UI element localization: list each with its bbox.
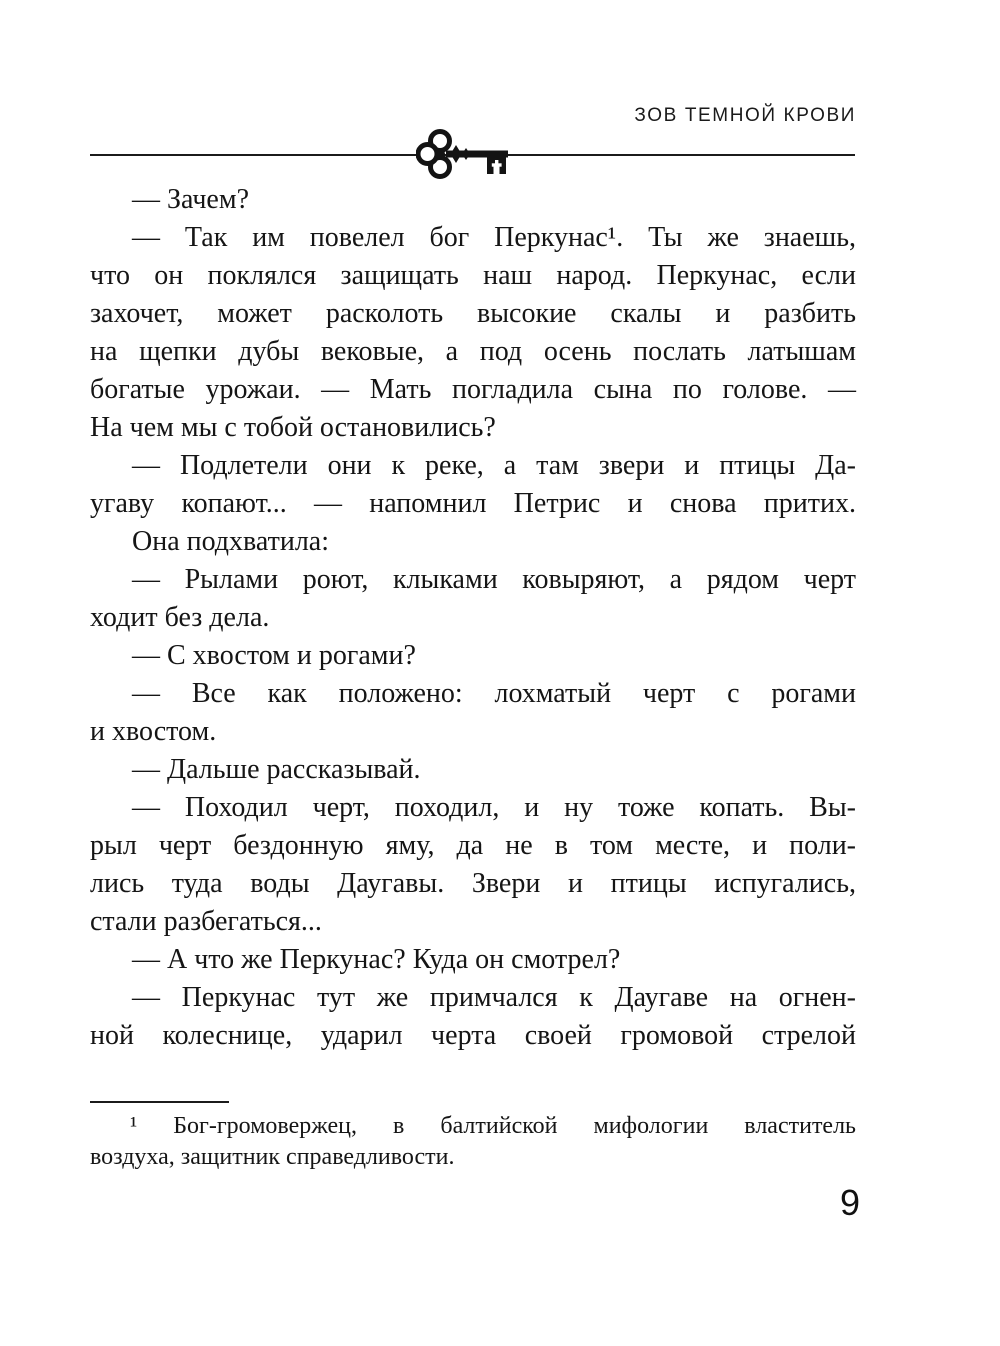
text-line: — Перкунас тут же примчался к Даугаве на огнен- — [132, 982, 856, 1013]
text-line: захочет, может расколоть высокие скалы и разбить — [90, 298, 856, 329]
text-line: Она подхватила: — [132, 526, 330, 557]
paragraph — [90, 751, 856, 789]
text-line: богатые урожаи. — Мать погладила сына по голове. — — [90, 374, 856, 405]
paragraph — [90, 561, 856, 637]
text-line: лись туда воды Даугавы. Звери и птицы испугались, — [90, 868, 856, 899]
paragraph — [90, 979, 856, 1055]
footnote-rule — [90, 1101, 229, 1103]
text-line: — Все как положено: лохматый черт с рогами — [132, 678, 856, 709]
paragraph — [90, 675, 856, 751]
text-line: — Зачем? — [132, 184, 249, 215]
paragraph — [90, 219, 856, 447]
text-line: На чем мы с тобой остановились? — [90, 412, 496, 443]
text-line: — Подлетели они к реке, а там звери и птицы Да- — [132, 450, 856, 481]
text-line: ной колеснице, ударил черта своей громовой стрелой — [90, 1020, 856, 1051]
text-line: ходит без дела. — [90, 602, 270, 633]
body-text — [90, 181, 856, 1055]
text-line: угаву копают... — напомнил Петрис и снова притих. — [90, 488, 856, 519]
text-line: — С хвостом и рогами? — [132, 640, 416, 671]
text-line: что он поклялся защищать наш народ. Перкунас, если — [90, 260, 856, 291]
text-line: рыл черт бездонную яму, да не в том месте, и поли- — [90, 830, 856, 861]
text-line: — Так им повелел бог Перкунас¹. Ты же знаешь, — [132, 222, 856, 253]
paragraph — [90, 523, 856, 561]
paragraph — [90, 637, 856, 675]
page-number: 9 — [839, 1182, 860, 1223]
text-line: — А что же Перкунас? Куда он смотрел? — [132, 944, 621, 975]
text-line: — Рылами роют, клыками ковыряют, а рядом черт — [132, 564, 856, 595]
skeleton-key-icon — [416, 126, 520, 184]
footnote-lines — [90, 1111, 856, 1173]
footnote — [90, 1101, 856, 1173]
text-line: на щепки дубы вековые, а под осень послать латышам — [90, 336, 856, 367]
text-line: — Походил черт, походил, и ну тоже копать. Вы- — [132, 792, 856, 823]
paragraph — [90, 789, 856, 941]
paragraph — [90, 447, 856, 523]
text-line: — Дальше рассказывай. — [132, 754, 421, 785]
running-header-title: ЗОВ ТЕМНОЙ КРОВИ — [634, 105, 856, 126]
paragraph — [90, 181, 856, 219]
text-line: ¹ Бог-громовержец, в балтийской мифологии властитель — [130, 1113, 856, 1139]
text-line: стали разбегаться... — [90, 906, 322, 937]
text-line: воздуха, защитник справедливости. — [90, 1144, 455, 1170]
text-line: и хвостом. — [90, 716, 217, 747]
paragraph — [90, 1111, 856, 1173]
paragraph — [90, 941, 856, 979]
